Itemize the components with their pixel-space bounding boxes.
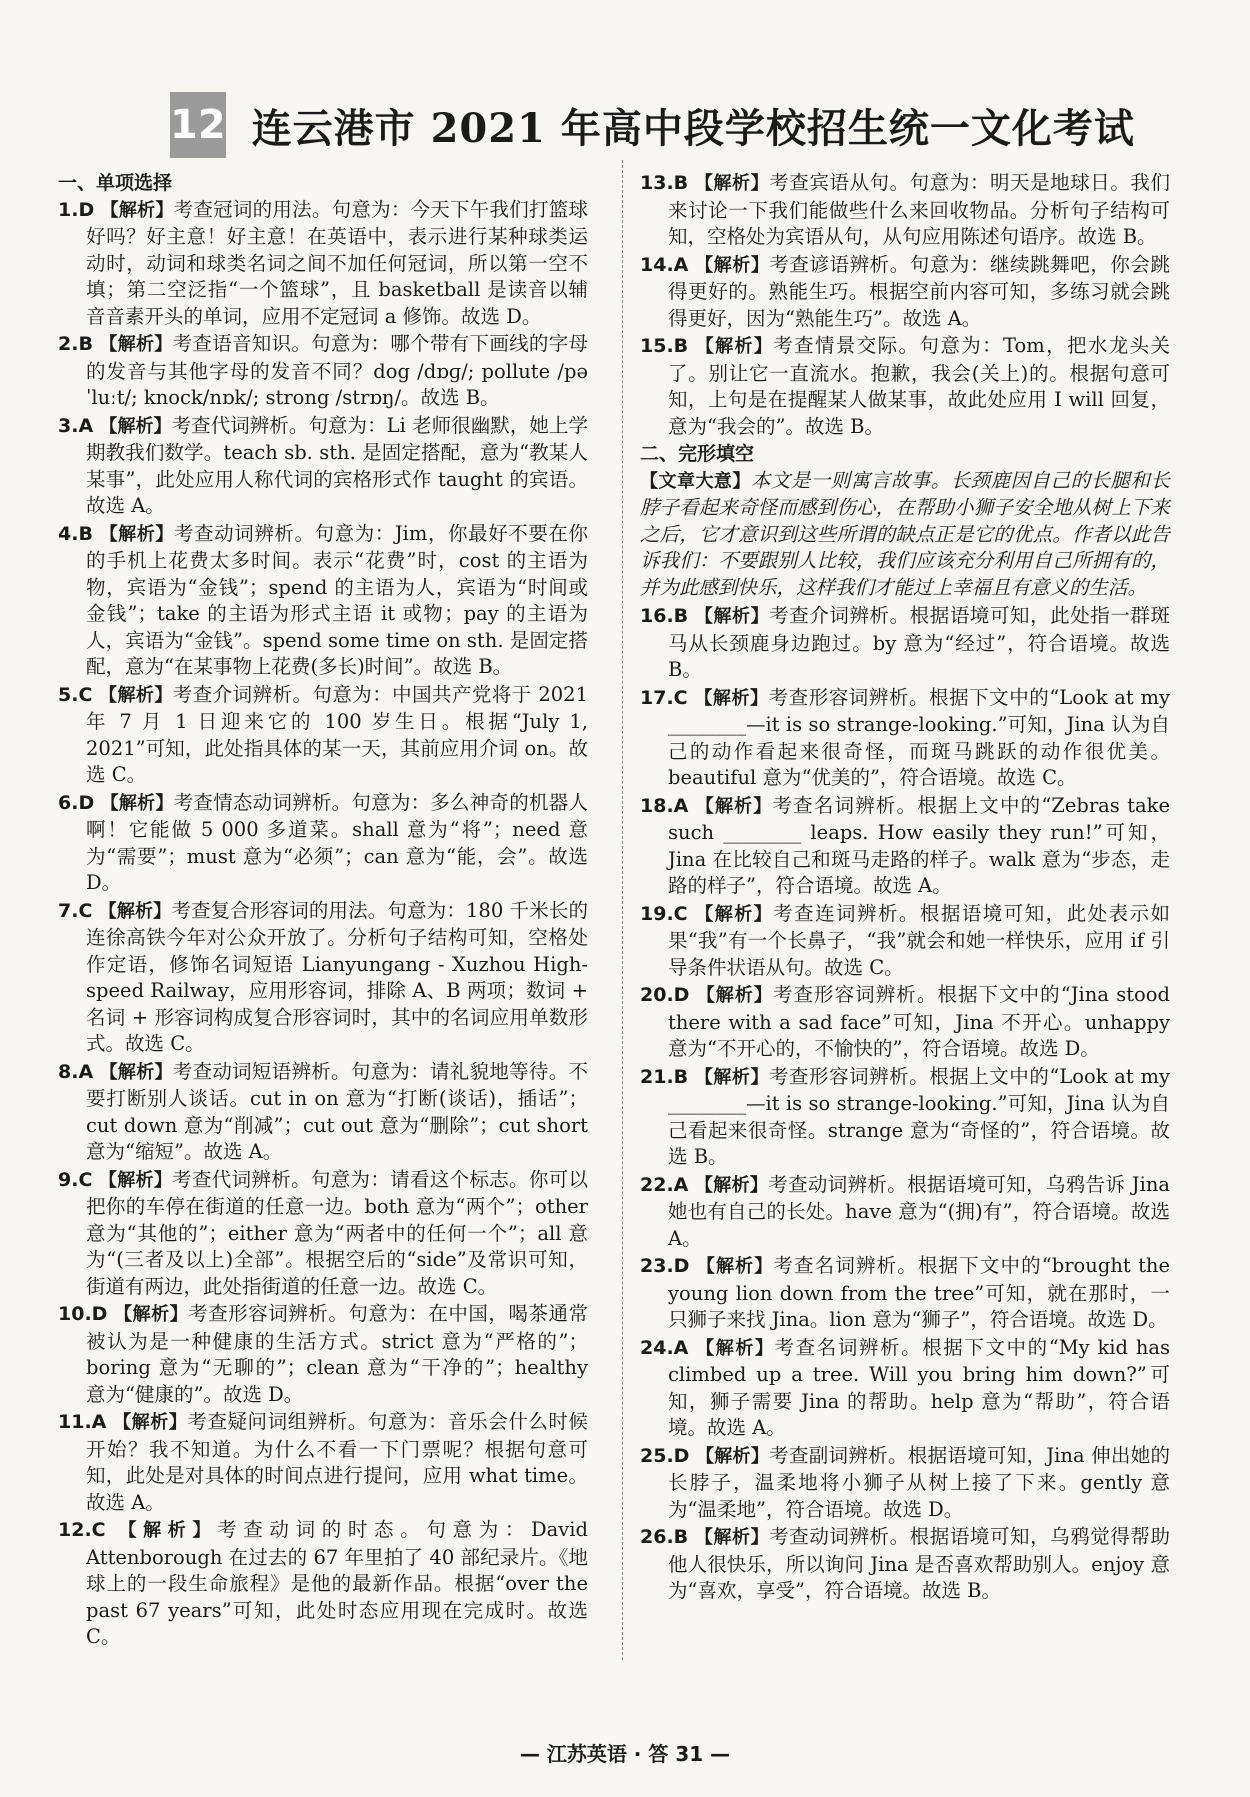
- analysis-tag: 【解析】: [694, 1527, 770, 1548]
- left-answer-list: [58, 197, 588, 1651]
- page-footer: — 江苏英语 · 答 31 —: [519, 1742, 731, 1766]
- question-number: 6.D: [58, 791, 95, 814]
- page-header: [170, 90, 1135, 160]
- analysis-text: 考查介词辨析。根据语境可知，此处指一群斑马从长颈鹿身边跑过。by 意为“经过”，符合语境。故选 B。: [668, 604, 1171, 681]
- analysis-text: 考查副词辨析。根据语境可知，Jina 伸出她的长脖子，温柔地将小狮子从树上接了下来。gently 意为“温柔地”，符合语境。故选 D。: [668, 1443, 1171, 1521]
- question-number: 5.C: [58, 683, 93, 706]
- analysis-text: 考查冠词的用法。句意为：今天下午我们打篮球好吗？好主意！好主意！在英语中，表示进行某种球类运动时，动词和球类名词之间不加任何冠词，所以第一空不填；第二空泛指“一个篮球”，且 basketball 是读音以辅音音素开头的单词，应用不定冠词 a 修饰。故选 D。: [86, 197, 589, 328]
- analysis-tag: 【解析】: [98, 1169, 173, 1191]
- answer-item: [58, 1167, 588, 1301]
- analysis-tag: 【解析】: [694, 687, 769, 709]
- left-column: [58, 170, 588, 1652]
- question-number: 24.A: [640, 1336, 689, 1359]
- question-number: 13.B: [640, 172, 689, 194]
- answer-item: [58, 521, 588, 681]
- summary-text: 本文是一则寓言故事。长颈鹿因自己的长腿和长脖子看起来奇怪而感到伤心，在帮助小狮子安全地从树上下来之后，它才意识到这些所谓的缺点正是它的优点。作者以此告诉我们：不要跟别人比较，我们应该充分利用自己所拥有的，并为此感到快乐，这样我们才能过上幸福且有意义的生活。: [640, 468, 1170, 599]
- analysis-tag: 【解析】: [694, 1066, 769, 1088]
- question-number: 11.A: [58, 1411, 107, 1433]
- answer-item: [640, 1064, 1170, 1171]
- answer-item: [640, 170, 1170, 251]
- question-number: 22.A: [640, 1173, 689, 1196]
- question-number: 9.C: [58, 1168, 93, 1191]
- analysis-tag: 【解析】: [99, 334, 173, 355]
- analysis-tag: 【解析】: [696, 985, 773, 1006]
- analysis-text: 考查形容词辨析。根据上文中的“Look at my ________—it is so strange-looking.”可知，Jina 认为自己看起来很奇怪。strange 意为“奇怪的”，符合语境。故选 B。: [668, 1064, 1170, 1168]
- analysis-text: 考查代词辨析。句意为：Li 老师很幽默，她上学期教我们数学。teach sb. sth. 是固定搭配，意为“教某人某事”，此处应用人称代词的宾格形式作 taught 的宾语。故选 A。: [86, 413, 588, 517]
- answer-item: [640, 1524, 1170, 1605]
- analysis-tag: 【解析】: [99, 684, 173, 706]
- answer-item: [58, 682, 588, 789]
- answer-item: [58, 1301, 588, 1408]
- question-number: 15.B: [640, 335, 689, 357]
- answer-item: [640, 333, 1170, 440]
- answer-item: [640, 1253, 1170, 1334]
- article-summary: [640, 468, 1170, 602]
- answer-item: [640, 1172, 1170, 1253]
- analysis-text: 考查语音知识。句意为：哪个带有下画线的字母的发音与其他字母的发音不同？dog /dɒɡ/; pollute /pəˈluːt/; knock/nɒk/; strong /strɒŋ/。故选 B。: [86, 332, 588, 409]
- analysis-text: 考查连词辨析。根据语境可知，此处表示如果“我”有一个长鼻子，“我”就会和她一样快乐，应用 if 引导条件状语从句。故选 C。: [668, 901, 1170, 979]
- section-heading-cloze: 二、完形填空: [640, 443, 755, 465]
- question-number: 21.B: [640, 1065, 689, 1088]
- analysis-tag: 【解析】: [694, 173, 770, 194]
- question-number: 26.B: [640, 1526, 689, 1548]
- analysis-text: 考查形容词辨析。根据下文中的“Look at my ________—it is so strange-looking.”可知，Jina 认为自己的动作看起来很奇怪，而斑马跳跃的动作很优美。beautiful 意为“优美的”，符合语境。故选 C。: [668, 685, 1171, 789]
- analysis-tag: 【解析】: [99, 1061, 173, 1083]
- analysis-text: 考查疑问词组辨析。句意为：音乐会什么时候开始？我不知道。为什么不看一下门票呢？根据句意可知，此处是对具体的时间点进行提问，应用 what time。故选 A。: [86, 1410, 588, 1514]
- answer-item: [640, 982, 1170, 1063]
- question-number: 17.C: [640, 686, 688, 709]
- analysis-text: 考查情景交际。句意为：Tom，把水龙头关了。别让它一直流水。抱歉，我会(关上)的。根据句意可知，上句是在提醒某人做某事，故此处应用 I will 回复，意为“我会的”。故选 B。: [668, 334, 1170, 438]
- answer-item: [58, 413, 588, 520]
- answer-item: [58, 898, 588, 1058]
- column-divider: [622, 160, 623, 1660]
- right-column: [640, 170, 1170, 1606]
- answer-item: [640, 793, 1170, 900]
- analysis-tag: 【解析】: [695, 254, 770, 276]
- answer-item: [58, 331, 588, 412]
- analysis-tag: 【解析】: [695, 903, 774, 925]
- question-number: 18.A: [640, 794, 689, 817]
- answer-item: [58, 1059, 588, 1166]
- answer-item: [58, 1517, 588, 1651]
- analysis-text: 考查谚语辨析。句意为：继续跳舞吧，你会跳得更好的。熟能生巧。根据空前内容可知，多练习就会跳得更好，因为“熟能生巧”。故选 A。: [668, 252, 1170, 330]
- analysis-tag: 【解析】: [113, 1412, 188, 1433]
- section-heading-single-choice: 一、单项选择: [58, 172, 173, 194]
- question-number: 25.D: [640, 1444, 690, 1467]
- analysis-text: 考查动词辨析。句意为：Jim，你最好不要在你的手机上花费太多时间。表示“花费”时，cost 的主语为物，宾语为“金钱”；spend 的主语为人，宾语为“时间或金钱”；take 的主语为形式主语 it 或物；pay 的主语为人，宾语为“金钱”。spend some time on sth. 是固定搭配，意为“在某事物上花费(多长)时间”。故选 B。: [86, 521, 589, 678]
- analysis-tag: 【解析】: [696, 1337, 775, 1359]
- analysis-tag: 【解析】: [695, 336, 774, 357]
- analysis-text: 考查名词辨析。根据下文中的“brought the young lion down from the tree”可知，就在那时，一只狮子来找 Jina。lion 意为“狮子”，符合语境。故选 D。: [668, 1254, 1171, 1331]
- right-answer-list-top: [640, 170, 1170, 440]
- question-number: 23.D: [640, 1255, 690, 1277]
- answer-item: [58, 197, 588, 331]
- answer-item: [640, 901, 1170, 982]
- answer-item: [640, 252, 1170, 333]
- question-number: 4.B: [58, 522, 93, 545]
- question-number: 12.C: [58, 1519, 106, 1541]
- analysis-tag: 【解析】: [100, 199, 174, 221]
- analysis-tag: 【解析】: [695, 1445, 770, 1467]
- answer-item: [640, 1335, 1170, 1442]
- answer-item: [640, 685, 1170, 792]
- analysis-tag: 【解析】: [114, 1304, 189, 1325]
- analysis-tag: 【解析】: [696, 1256, 774, 1277]
- answer-item: [58, 790, 588, 897]
- analysis-tag: 【解析】: [98, 900, 172, 922]
- exam-number-badge: 12: [170, 92, 226, 158]
- question-number: 2.B: [58, 333, 93, 355]
- analysis-tag: 【解析】: [118, 1520, 218, 1541]
- analysis-text: 考查动词辨析。根据语境可知，乌鸦告诉 Jina 她也有自己的长处。have 意为“(拥)有”，符合语境。故选 A。: [668, 1172, 1171, 1250]
- analysis-text: 考查复合形容词的用法。句意为：180 千米长的连徐高铁今年对公众开放了。分析句子结构可知，空格处作定语，修饰名词短语 Lianyungang - Xuzhou High-speed Railway，应用形容词，排除 A、B 两项；数词 + 名词 + 形容词构成复合形容词时，其中的名词应用单数形式。故选 C。: [86, 898, 589, 1055]
- question-number: 19.C: [640, 902, 688, 925]
- summary-tag: 【文章大意】: [640, 470, 751, 492]
- question-number: 7.C: [58, 899, 93, 922]
- question-number: 1.D: [58, 198, 95, 221]
- analysis-tag: 【解析】: [99, 523, 175, 545]
- analysis-text: 考查动词辨析。根据语境可知，乌鸦觉得帮助他人很快乐，所以询问 Jina 是否喜欢帮助别人。enjoy 意为“喜欢，享受”，符合语境。故选 B。: [668, 1525, 1171, 1602]
- question-number: 20.D: [640, 984, 690, 1006]
- analysis-tag: 【解析】: [694, 606, 770, 627]
- analysis-tag: 【解析】: [100, 792, 174, 814]
- question-number: 8.A: [58, 1060, 94, 1083]
- analysis-tag: 【解析】: [694, 1174, 769, 1196]
- analysis-text: 考查动词的时态。句意为：David Attenborough 在过去的 67 年里拍了 40 部纪录片。《地球上的一段生命旅程》是他的最新作品。根据“over the past 67 years”可知，此处时态应用现在完成时。故选 C。: [86, 1518, 589, 1648]
- right-answer-list-bottom: [640, 603, 1170, 1605]
- answer-item: [640, 603, 1170, 684]
- answer-item: [640, 1443, 1170, 1524]
- question-number: 10.D: [58, 1303, 108, 1325]
- question-number: 14.A: [640, 253, 689, 276]
- analysis-text: 考查动词短语辨析。句意为：请礼貌地等待。不要打断别人谈话。cut in on 意为“打断(谈话)，插话”；cut down 意为“削减”；cut out 意为“删除”；cut short 意为“缩短”。故选 A。: [86, 1059, 588, 1163]
- analysis-text: 考查名词辨析。根据上文中的“Zebras take such ________ leaps. How easily they run!”可知，Jina 在比较自己和斑马走路的样子。walk 意为“步态，走路的样子”，符合语境。故选 A。: [668, 793, 1171, 897]
- analysis-tag: 【解析】: [695, 795, 773, 817]
- analysis-text: 考查宾语从句。句意为：明天是地球日。我们来讨论一下我们能做些什么来回收物品。分析句子结构可知，空格处为宾语从句，从句应用陈述句语序。故选 B。: [668, 171, 1171, 248]
- analysis-text: 考查代词辨析。句意为：请看这个标志。你可以把你的车停在街道的任意一边。both 意为“两个”；other 意为“其他的”；either 意为“两者中的任何一个”；all 意为“(三者及以上)全部”。根据空后的“side”及常识可知，街道有两边，此处指街道的任意一边。故选 C。: [86, 1167, 588, 1298]
- question-number: 16.B: [640, 605, 689, 627]
- question-number: 3.A: [58, 414, 94, 437]
- analysis-text: 考查名词辨析。根据下文中的“My kid has climbed up a tree. Will you bring him down?”可知，狮子需要 Jina 的帮助。help 意为“帮助”，符合语境。故选 A。: [668, 1335, 1171, 1439]
- analysis-text: 考查形容词辨析。句意为：在中国，喝茶通常被认为是一种健康的生活方式。strict 意为“严格的”；boring 意为“无聊的”；clean 意为“干净的”；healthy 意为“健康的”。故选 D。: [86, 1302, 588, 1406]
- analysis-tag: 【解析】: [99, 415, 172, 437]
- exam-title: 连云港市 2021 年高中段学校招生统一文化考试: [251, 104, 1135, 152]
- analysis-text: 考查形容词辨析。根据下文中的“Jina stood there with a sad face”可知，Jina 不开心。unhappy 意为“不开心的，不愉快的”，符合语境。故选 D。: [668, 983, 1171, 1060]
- analysis-text: 考查情态动词辨析。句意为：多么神奇的机器人啊！它能做 5 000 多道菜。shall 意为“将”；need 意为“需要”；must 意为“必须”；can 意为“能，会”。故选 D。: [86, 790, 589, 894]
- answer-item: [58, 1409, 588, 1516]
- analysis-text: 考查介词辨析。句意为：中国共产党将于 2021 年 7 月 1 日迎来它的 100 岁生日。根据“July 1, 2021”可知，此处指具体的某一天，其前应用介词 on。故选 C。: [86, 682, 588, 786]
